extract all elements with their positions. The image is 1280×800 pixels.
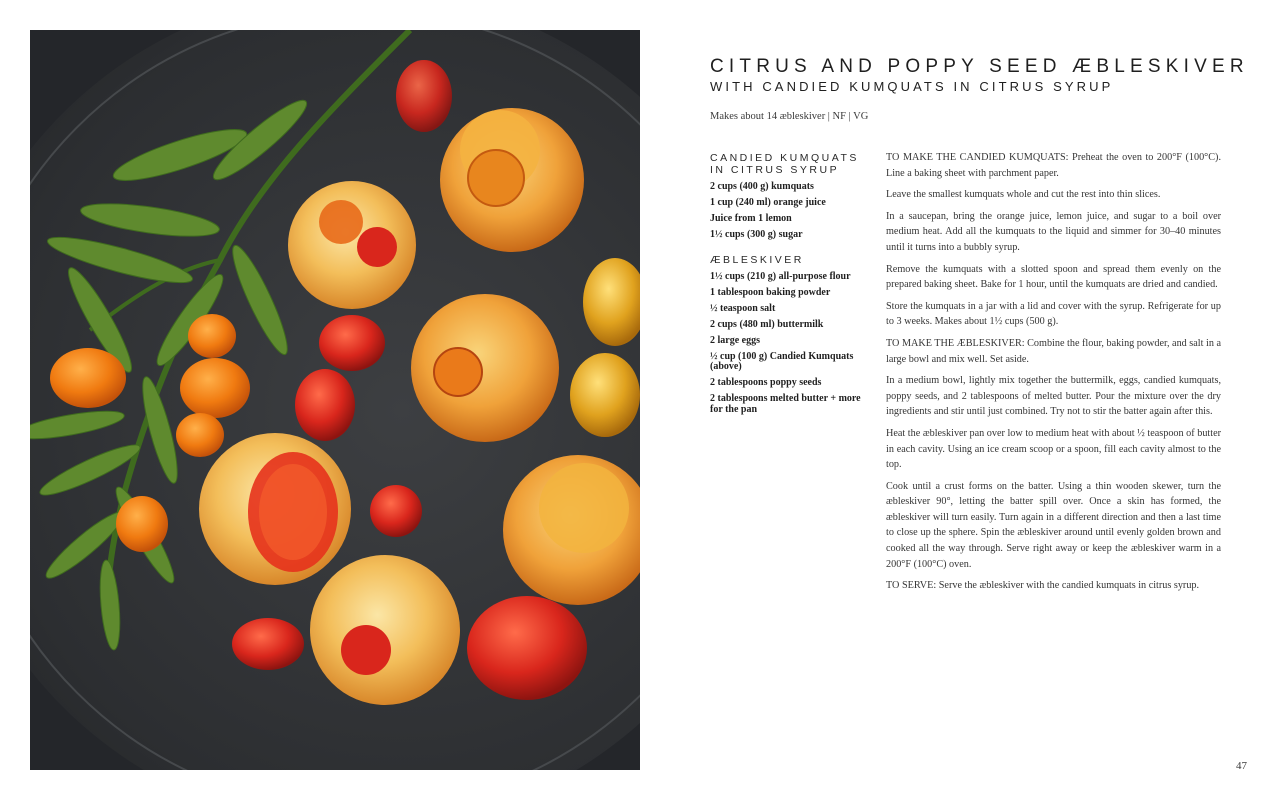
kumquats-ingredient-list	[710, 182, 865, 241]
method-step: In a saucepan, bring the orange juice, lemon juice, and sugar to a boil over medium heat. Add all the kumquats to the liquid and simmer for 30–40 minutes until it turns into a bubbly syrup.	[886, 210, 1221, 253]
ingredient-item: 1½ cups (300 g) sugar	[710, 229, 803, 240]
ingredient-item: 1 cup (240 ml) orange juice	[710, 197, 826, 208]
method-step: TO SERVE: Serve the æbleskiver with the candied kumquats in citrus syrup.	[886, 580, 1200, 592]
ingredient-item: 2 cups (480 ml) buttermilk	[710, 318, 824, 330]
aebleskiver-heading: ÆBLESKIVER	[710, 253, 804, 266]
method-step: Leave the smallest kumquats whole and cut the rest into thin slices.	[886, 189, 1161, 201]
ingredient-item: 2 cups (400 g) kumquats	[710, 181, 814, 192]
recipe-title: CITRUS AND POPPY SEED ÆBLESKIVER	[710, 56, 1249, 77]
photo-illustration	[30, 30, 640, 770]
method-step: TO MAKE THE CANDIED KUMQUATS: Preheat the oven to 200°F (100°C). Line a baking sheet with parchment paper.	[886, 152, 1221, 179]
recipe-photo	[30, 30, 640, 770]
ingredient-item: 1½ cups (210 g) all-purpose flour	[710, 270, 851, 282]
aebleskiver-ingredient-list	[710, 272, 865, 416]
method-step: Heat the æbleskiver pan over low to medium heat with about ½ teaspoon of butter in each cavity. Using an ice cream scoop or a spoon, fill each cavity almost to the top.	[886, 427, 1221, 471]
ingredient-item: ½ teaspoon salt	[710, 302, 776, 314]
method-step: In a medium bowl, lightly mix together the buttermilk, eggs, candied kumquats, poppy seeds, and 2 tablespoons of melted butter. Pour the mixture over the dry ingredients and stir until just combined. Try not to stir the batter again after this.	[886, 375, 1221, 418]
ingredients-column	[710, 152, 865, 428]
ingredient-item: 2 tablespoons poppy seeds	[710, 377, 822, 388]
ingredient-item: Juice from 1 lemon	[710, 213, 792, 224]
recipe-yield: Makes about 14 æbleskiver | NF | VG	[710, 111, 869, 122]
ingredient-item: 2 large eggs	[710, 334, 760, 346]
method-step: Cook until a crust forms on the batter. Using a thin wooden skewer, turn the æbleskiver 90°, letting the batter spill over. Once a skin has formed, the æbleskiver will turn easily. Turn again in a different direction and then a last time to close up the sphere. Spin the æbleskiver around until evenly golden brown and cooked all the way through. Serve right away or keep the æbleskiver warm in a 200°F (100°C) oven.	[886, 480, 1221, 570]
ingredient-item: 2 tablespoons melted butter + more for the pan	[710, 393, 861, 415]
method-step: Store the kumquats in a jar with a lid and cover with the syrup. Refrigerate for up to 3 weeks. Makes about 1½ cups (500 g).	[886, 300, 1221, 328]
page-number: 47	[1236, 760, 1247, 772]
method-step: Remove the kumquats with a slotted spoon and spread them evenly on the prepared baking sheet. Bake for 1 hour, until the kumquats are dried and candied.	[886, 263, 1221, 291]
kumquats-heading: CANDIED KUMQUATS IN CITRUS SYRUP	[710, 152, 859, 176]
recipe-subtitle: WITH CANDIED KUMQUATS IN CITRUS SYRUP	[710, 79, 1114, 94]
ingredient-item: 1 tablespoon baking powder	[710, 286, 831, 298]
ingredient-item: ½ cup (100 g) Candied Kumquats (above)	[710, 350, 854, 372]
method-step: TO MAKE THE ÆBLESKIVER: Combine the flour, baking powder, and salt in a large bowl and mix well. Set aside.	[886, 337, 1221, 365]
method-column	[886, 150, 1221, 600]
